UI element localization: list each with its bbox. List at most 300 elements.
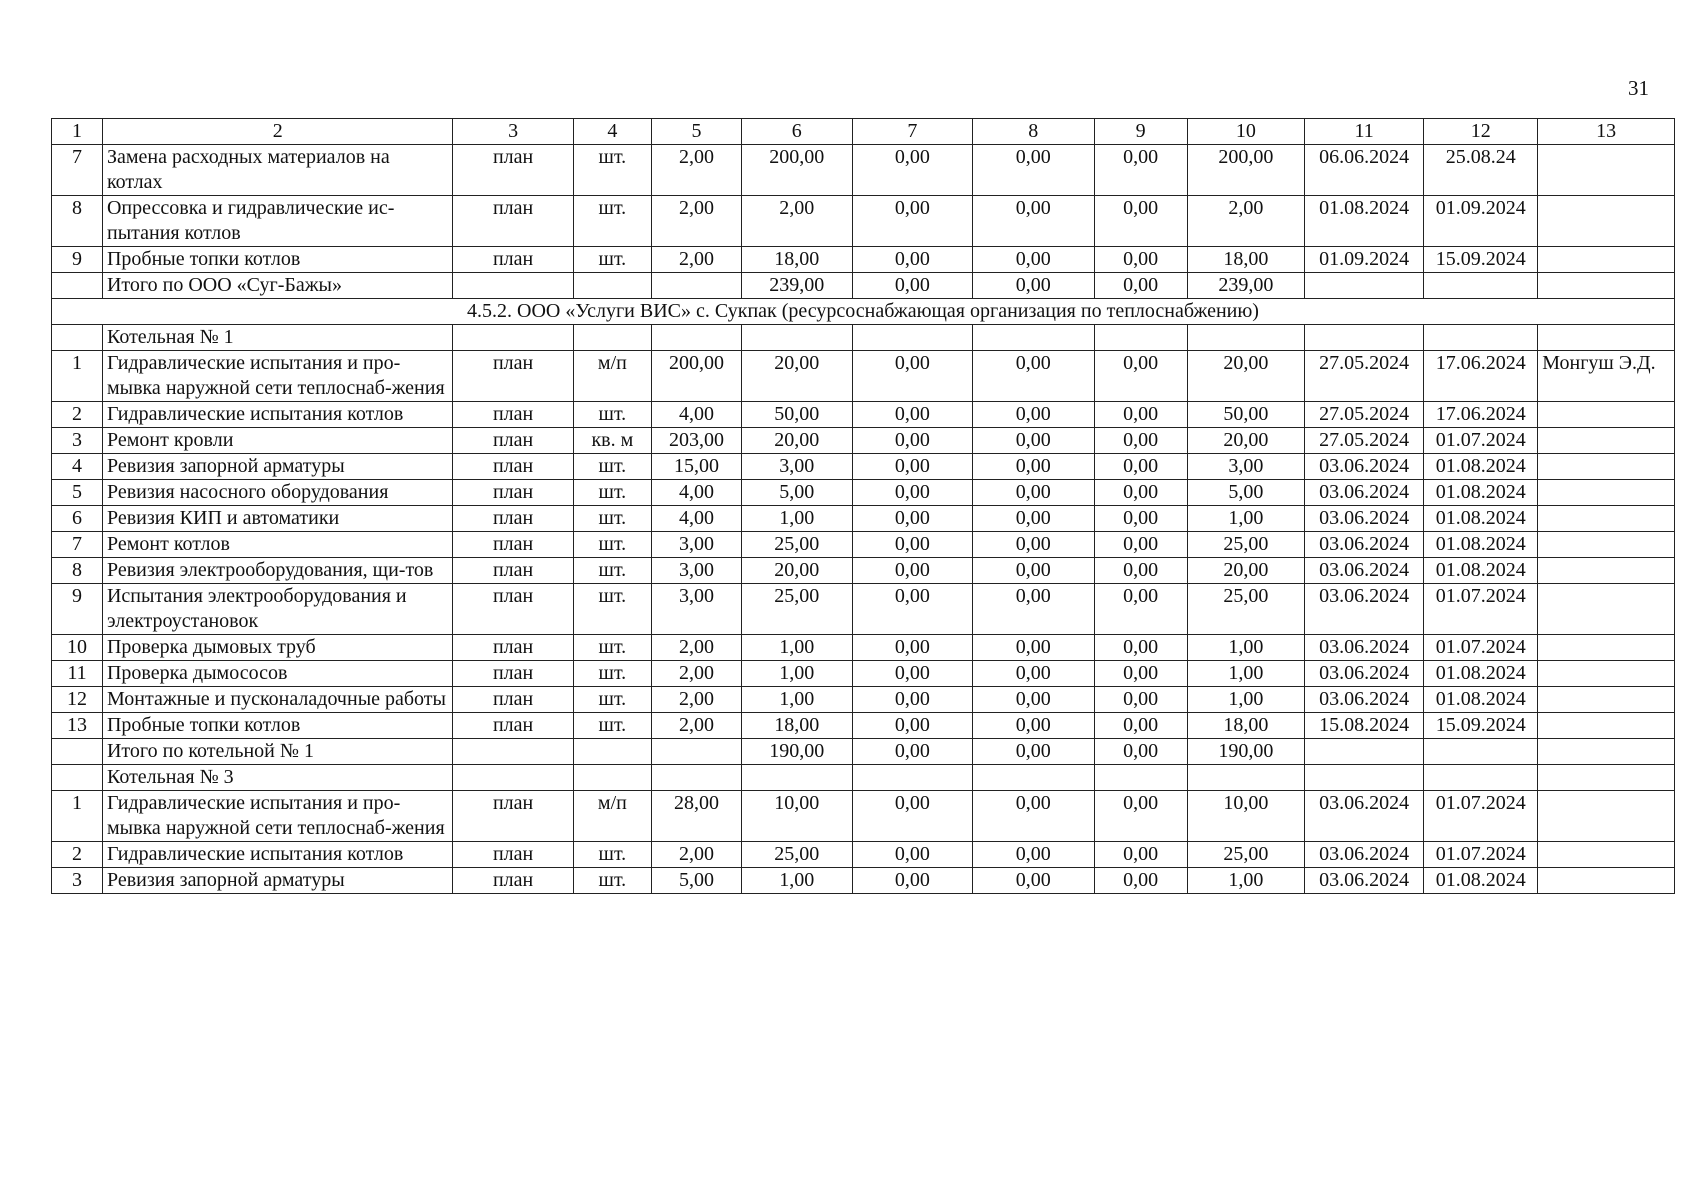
value-v10: 1,00 bbox=[1187, 868, 1304, 894]
value-v6: 1,00 bbox=[741, 661, 852, 687]
quantity: 2,00 bbox=[651, 687, 741, 713]
value-v7: 0,00 bbox=[852, 145, 972, 196]
row-number: 12 bbox=[52, 687, 103, 713]
empty-cell bbox=[1094, 765, 1187, 791]
unit: шт. bbox=[573, 635, 651, 661]
work-name: Ревизия запорной арматуры bbox=[102, 868, 452, 894]
end-date: 01.08.2024 bbox=[1424, 454, 1538, 480]
value-v9: 0,00 bbox=[1094, 713, 1187, 739]
total-v7: 0,00 bbox=[852, 273, 972, 299]
value-v10: 200,00 bbox=[1187, 145, 1304, 196]
value-v6: 1,00 bbox=[741, 687, 852, 713]
work-name: Проверка дымососов bbox=[102, 661, 452, 687]
subhead-name: Котельная № 1 bbox=[102, 325, 452, 351]
total-row bbox=[52, 739, 1675, 765]
end-date: 17.06.2024 bbox=[1424, 351, 1538, 402]
value-v7: 0,00 bbox=[852, 247, 972, 273]
empty-cell bbox=[453, 765, 573, 791]
empty-cell bbox=[1094, 325, 1187, 351]
num-cell bbox=[52, 765, 103, 791]
resp-cell bbox=[1538, 765, 1675, 791]
responsible bbox=[1538, 842, 1675, 868]
empty-cell bbox=[973, 325, 1095, 351]
value-v10: 1,00 bbox=[1187, 506, 1304, 532]
value-v7: 0,00 bbox=[852, 842, 972, 868]
quantity: 2,00 bbox=[651, 713, 741, 739]
quantity: 5,00 bbox=[651, 868, 741, 894]
start-date: 03.06.2024 bbox=[1304, 868, 1423, 894]
value-v7: 0,00 bbox=[852, 428, 972, 454]
responsible bbox=[1538, 402, 1675, 428]
value-v10: 25,00 bbox=[1187, 532, 1304, 558]
responsible bbox=[1538, 532, 1675, 558]
value-v9: 0,00 bbox=[1094, 842, 1187, 868]
table-row bbox=[52, 351, 1675, 402]
value-v10: 20,00 bbox=[1187, 428, 1304, 454]
row-number: 11 bbox=[52, 661, 103, 687]
num-cell bbox=[52, 325, 103, 351]
value-v8: 0,00 bbox=[973, 661, 1095, 687]
end-date: 01.08.2024 bbox=[1424, 661, 1538, 687]
quantity: 3,00 bbox=[651, 584, 741, 635]
start-date: 01.09.2024 bbox=[1304, 247, 1423, 273]
page-number: 31 bbox=[1628, 76, 1649, 100]
value-v7: 0,00 bbox=[852, 791, 972, 842]
value-v10: 5,00 bbox=[1187, 480, 1304, 506]
end-date: 01.07.2024 bbox=[1424, 428, 1538, 454]
row-number: 6 bbox=[52, 506, 103, 532]
row-number: 2 bbox=[52, 402, 103, 428]
row-number: 9 bbox=[52, 247, 103, 273]
empty-cell bbox=[651, 765, 741, 791]
value-v6: 5,00 bbox=[741, 480, 852, 506]
unit-cell bbox=[573, 739, 651, 765]
value-v7: 0,00 bbox=[852, 635, 972, 661]
plan-type: план bbox=[453, 402, 573, 428]
end-cell bbox=[1424, 739, 1538, 765]
quantity: 2,00 bbox=[651, 196, 741, 247]
value-v6: 1,00 bbox=[741, 506, 852, 532]
value-v9: 0,00 bbox=[1094, 661, 1187, 687]
header-cell-1: 1 bbox=[52, 119, 103, 145]
plan-type: план bbox=[453, 454, 573, 480]
row-number: 1 bbox=[52, 351, 103, 402]
work-name: Испытания электрооборудования и электроустановок bbox=[102, 584, 452, 635]
value-v9: 0,00 bbox=[1094, 196, 1187, 247]
header-cell-6: 6 bbox=[741, 119, 852, 145]
start-date: 27.05.2024 bbox=[1304, 402, 1423, 428]
value-v9: 0,00 bbox=[1094, 506, 1187, 532]
quantity: 200,00 bbox=[651, 351, 741, 402]
responsible bbox=[1538, 428, 1675, 454]
end-date: 01.09.2024 bbox=[1424, 196, 1538, 247]
plan-type: план bbox=[453, 196, 573, 247]
value-v9: 0,00 bbox=[1094, 687, 1187, 713]
start-date: 03.06.2024 bbox=[1304, 635, 1423, 661]
value-v9: 0,00 bbox=[1094, 635, 1187, 661]
work-name: Пробные топки котлов bbox=[102, 247, 452, 273]
plan-type: план bbox=[453, 713, 573, 739]
value-v6: 20,00 bbox=[741, 428, 852, 454]
plan-type: план bbox=[453, 532, 573, 558]
unit: шт. bbox=[573, 661, 651, 687]
header-cell-7: 7 bbox=[852, 119, 972, 145]
work-name: Гидравлические испытания и про-мывка наружной сети теплоснаб-жения bbox=[102, 791, 452, 842]
table-row bbox=[52, 687, 1675, 713]
plan-type: план bbox=[453, 661, 573, 687]
value-v8: 0,00 bbox=[973, 454, 1095, 480]
value-v10: 2,00 bbox=[1187, 196, 1304, 247]
value-v10: 50,00 bbox=[1187, 402, 1304, 428]
value-v8: 0,00 bbox=[973, 402, 1095, 428]
empty-cell bbox=[573, 765, 651, 791]
work-name: Монтажные и пусконаладочные работы bbox=[102, 687, 452, 713]
unit-cell bbox=[573, 273, 651, 299]
total-name: Итого по котельной № 1 bbox=[102, 739, 452, 765]
end-date: 15.09.2024 bbox=[1424, 247, 1538, 273]
empty-cell bbox=[1304, 765, 1423, 791]
value-v6: 200,00 bbox=[741, 145, 852, 196]
value-v8: 0,00 bbox=[973, 713, 1095, 739]
responsible bbox=[1538, 791, 1675, 842]
quantity: 28,00 bbox=[651, 791, 741, 842]
unit: шт. bbox=[573, 868, 651, 894]
table-row bbox=[52, 532, 1675, 558]
end-date: 01.07.2024 bbox=[1424, 842, 1538, 868]
start-cell bbox=[1304, 273, 1423, 299]
start-date: 03.06.2024 bbox=[1304, 842, 1423, 868]
value-v9: 0,00 bbox=[1094, 247, 1187, 273]
table-row bbox=[52, 145, 1675, 196]
responsible bbox=[1538, 247, 1675, 273]
value-v9: 0,00 bbox=[1094, 532, 1187, 558]
plan-type: план bbox=[453, 584, 573, 635]
empty-cell bbox=[651, 325, 741, 351]
empty-cell bbox=[1424, 325, 1538, 351]
section-title: 4.5.2. ООО «Услуги ВИС» с. Сукпак (ресурсоснабжающая организация по теплоснабжению) bbox=[52, 299, 1675, 325]
end-date: 01.08.2024 bbox=[1424, 687, 1538, 713]
plan-type: план bbox=[453, 145, 573, 196]
unit: шт. bbox=[573, 687, 651, 713]
value-v9: 0,00 bbox=[1094, 351, 1187, 402]
unit: шт. bbox=[573, 532, 651, 558]
quantity: 4,00 bbox=[651, 402, 741, 428]
value-v6: 1,00 bbox=[741, 868, 852, 894]
empty-cell bbox=[852, 765, 972, 791]
value-v8: 0,00 bbox=[973, 247, 1095, 273]
value-v9: 0,00 bbox=[1094, 428, 1187, 454]
row-number: 1 bbox=[52, 791, 103, 842]
value-v10: 10,00 bbox=[1187, 791, 1304, 842]
value-v6: 50,00 bbox=[741, 402, 852, 428]
start-date: 06.06.2024 bbox=[1304, 145, 1423, 196]
unit: шт. bbox=[573, 480, 651, 506]
value-v7: 0,00 bbox=[852, 687, 972, 713]
value-v10: 20,00 bbox=[1187, 351, 1304, 402]
row-number: 8 bbox=[52, 558, 103, 584]
section-row bbox=[52, 299, 1675, 325]
plan-type: план bbox=[453, 428, 573, 454]
start-date: 03.06.2024 bbox=[1304, 584, 1423, 635]
value-v6: 1,00 bbox=[741, 635, 852, 661]
table-row bbox=[52, 635, 1675, 661]
total-v8: 0,00 bbox=[973, 739, 1095, 765]
resp-cell bbox=[1538, 325, 1675, 351]
table-row bbox=[52, 506, 1675, 532]
work-plan-table bbox=[51, 118, 1675, 894]
value-v9: 0,00 bbox=[1094, 480, 1187, 506]
work-name: Гидравлические испытания котлов bbox=[102, 402, 452, 428]
row-number: 4 bbox=[52, 454, 103, 480]
responsible bbox=[1538, 145, 1675, 196]
empty-cell bbox=[1187, 765, 1304, 791]
value-v9: 0,00 bbox=[1094, 145, 1187, 196]
quantity: 2,00 bbox=[651, 145, 741, 196]
row-number: 7 bbox=[52, 145, 103, 196]
quantity: 2,00 bbox=[651, 661, 741, 687]
qty-cell bbox=[651, 739, 741, 765]
end-date: 01.08.2024 bbox=[1424, 532, 1538, 558]
header-cell-9: 9 bbox=[1094, 119, 1187, 145]
value-v7: 0,00 bbox=[852, 661, 972, 687]
end-date: 01.07.2024 bbox=[1424, 635, 1538, 661]
value-v7: 0,00 bbox=[852, 196, 972, 247]
header-cell-11: 11 bbox=[1304, 119, 1423, 145]
unit: м/п bbox=[573, 791, 651, 842]
table-row bbox=[52, 402, 1675, 428]
plan-type: план bbox=[453, 247, 573, 273]
responsible bbox=[1538, 480, 1675, 506]
unit: шт. bbox=[573, 584, 651, 635]
start-date: 03.06.2024 bbox=[1304, 558, 1423, 584]
value-v8: 0,00 bbox=[973, 145, 1095, 196]
row-number: 10 bbox=[52, 635, 103, 661]
table-row bbox=[52, 584, 1675, 635]
value-v10: 1,00 bbox=[1187, 635, 1304, 661]
row-number: 13 bbox=[52, 713, 103, 739]
value-v10: 3,00 bbox=[1187, 454, 1304, 480]
value-v8: 0,00 bbox=[973, 532, 1095, 558]
total-v6: 239,00 bbox=[741, 273, 852, 299]
plan-type: план bbox=[453, 842, 573, 868]
total-v8: 0,00 bbox=[973, 273, 1095, 299]
total-v10: 239,00 bbox=[1187, 273, 1304, 299]
unit: шт. bbox=[573, 196, 651, 247]
value-v6: 25,00 bbox=[741, 584, 852, 635]
unit: шт. bbox=[573, 558, 651, 584]
value-v10: 18,00 bbox=[1187, 713, 1304, 739]
quantity: 2,00 bbox=[651, 842, 741, 868]
row-number: 3 bbox=[52, 868, 103, 894]
value-v6: 18,00 bbox=[741, 247, 852, 273]
quantity: 2,00 bbox=[651, 247, 741, 273]
value-v9: 0,00 bbox=[1094, 454, 1187, 480]
total-v9: 0,00 bbox=[1094, 273, 1187, 299]
row-number: 3 bbox=[52, 428, 103, 454]
header-cell-4: 4 bbox=[573, 119, 651, 145]
value-v9: 0,00 bbox=[1094, 402, 1187, 428]
row-number: 5 bbox=[52, 480, 103, 506]
table-row bbox=[52, 842, 1675, 868]
value-v6: 18,00 bbox=[741, 713, 852, 739]
type-cell bbox=[453, 273, 573, 299]
value-v9: 0,00 bbox=[1094, 868, 1187, 894]
empty-cell bbox=[453, 325, 573, 351]
start-date: 27.05.2024 bbox=[1304, 428, 1423, 454]
value-v8: 0,00 bbox=[973, 506, 1095, 532]
start-date: 03.06.2024 bbox=[1304, 532, 1423, 558]
quantity: 3,00 bbox=[651, 532, 741, 558]
value-v6: 25,00 bbox=[741, 842, 852, 868]
start-date: 03.06.2024 bbox=[1304, 687, 1423, 713]
value-v7: 0,00 bbox=[852, 402, 972, 428]
quantity: 203,00 bbox=[651, 428, 741, 454]
empty-cell bbox=[573, 325, 651, 351]
start-cell bbox=[1304, 739, 1423, 765]
responsible bbox=[1538, 454, 1675, 480]
value-v7: 0,00 bbox=[852, 351, 972, 402]
value-v6: 3,00 bbox=[741, 454, 852, 480]
empty-cell bbox=[1187, 325, 1304, 351]
start-date: 01.08.2024 bbox=[1304, 196, 1423, 247]
value-v7: 0,00 bbox=[852, 558, 972, 584]
value-v10: 1,00 bbox=[1187, 687, 1304, 713]
value-v10: 18,00 bbox=[1187, 247, 1304, 273]
plan-type: план bbox=[453, 791, 573, 842]
total-v10: 190,00 bbox=[1187, 739, 1304, 765]
header-cell-12: 12 bbox=[1424, 119, 1538, 145]
value-v10: 25,00 bbox=[1187, 842, 1304, 868]
end-date: 01.07.2024 bbox=[1424, 584, 1538, 635]
work-name: Ремонт котлов bbox=[102, 532, 452, 558]
subhead-row bbox=[52, 325, 1675, 351]
value-v8: 0,00 bbox=[973, 428, 1095, 454]
value-v10: 1,00 bbox=[1187, 661, 1304, 687]
responsible bbox=[1538, 661, 1675, 687]
work-name: Ревизия КИП и автоматики bbox=[102, 506, 452, 532]
header-cell-10: 10 bbox=[1187, 119, 1304, 145]
value-v8: 0,00 bbox=[973, 584, 1095, 635]
plan-type: план bbox=[453, 480, 573, 506]
responsible bbox=[1538, 713, 1675, 739]
value-v8: 0,00 bbox=[973, 868, 1095, 894]
work-name: Ревизия запорной арматуры bbox=[102, 454, 452, 480]
empty-cell bbox=[973, 765, 1095, 791]
header-cell-8: 8 bbox=[973, 119, 1095, 145]
empty-cell bbox=[741, 765, 852, 791]
empty-cell bbox=[852, 325, 972, 351]
value-v8: 0,00 bbox=[973, 480, 1095, 506]
subhead-name: Котельная № 3 bbox=[102, 765, 452, 791]
responsible bbox=[1538, 196, 1675, 247]
table-row bbox=[52, 428, 1675, 454]
work-name: Гидравлические испытания котлов bbox=[102, 842, 452, 868]
responsible bbox=[1538, 584, 1675, 635]
table-row bbox=[52, 661, 1675, 687]
unit: шт. bbox=[573, 402, 651, 428]
unit: шт. bbox=[573, 842, 651, 868]
qty-cell bbox=[651, 273, 741, 299]
work-name: Проверка дымовых труб bbox=[102, 635, 452, 661]
end-date: 01.08.2024 bbox=[1424, 506, 1538, 532]
end-cell bbox=[1424, 273, 1538, 299]
quantity: 2,00 bbox=[651, 635, 741, 661]
value-v8: 0,00 bbox=[973, 351, 1095, 402]
header-cell-3: 3 bbox=[453, 119, 573, 145]
empty-cell bbox=[741, 325, 852, 351]
value-v10: 20,00 bbox=[1187, 558, 1304, 584]
plan-type: план bbox=[453, 351, 573, 402]
responsible bbox=[1538, 868, 1675, 894]
responsible bbox=[1538, 506, 1675, 532]
row-number: 8 bbox=[52, 196, 103, 247]
start-date: 15.08.2024 bbox=[1304, 713, 1423, 739]
unit: кв. м bbox=[573, 428, 651, 454]
unit: шт. bbox=[573, 145, 651, 196]
total-v9: 0,00 bbox=[1094, 739, 1187, 765]
work-name: Ревизия насосного оборудования bbox=[102, 480, 452, 506]
resp-cell bbox=[1538, 739, 1675, 765]
value-v6: 2,00 bbox=[741, 196, 852, 247]
end-date: 01.07.2024 bbox=[1424, 791, 1538, 842]
value-v8: 0,00 bbox=[973, 196, 1095, 247]
value-v9: 0,00 bbox=[1094, 584, 1187, 635]
total-name: Итого по ООО «Суг-Бажы» bbox=[102, 273, 452, 299]
value-v8: 0,00 bbox=[973, 791, 1095, 842]
plan-type: план bbox=[453, 506, 573, 532]
table-row bbox=[52, 247, 1675, 273]
row-number: 9 bbox=[52, 584, 103, 635]
total-v6: 190,00 bbox=[741, 739, 852, 765]
unit: шт. bbox=[573, 713, 651, 739]
plan-type: план bbox=[453, 687, 573, 713]
table-row bbox=[52, 480, 1675, 506]
quantity: 15,00 bbox=[651, 454, 741, 480]
work-name: Замена расходных материалов на котлах bbox=[102, 145, 452, 196]
table-header-row bbox=[52, 119, 1675, 145]
empty-cell bbox=[1304, 325, 1423, 351]
quantity: 3,00 bbox=[651, 558, 741, 584]
responsible bbox=[1538, 687, 1675, 713]
type-cell bbox=[453, 739, 573, 765]
value-v6: 20,00 bbox=[741, 558, 852, 584]
total-v7: 0,00 bbox=[852, 739, 972, 765]
start-date: 03.06.2024 bbox=[1304, 661, 1423, 687]
value-v7: 0,00 bbox=[852, 713, 972, 739]
table-row bbox=[52, 713, 1675, 739]
responsible bbox=[1538, 558, 1675, 584]
plan-type: план bbox=[453, 635, 573, 661]
resp-cell bbox=[1538, 273, 1675, 299]
table-row bbox=[52, 196, 1675, 247]
quantity: 4,00 bbox=[651, 480, 741, 506]
start-date: 03.06.2024 bbox=[1304, 454, 1423, 480]
subhead-row bbox=[52, 765, 1675, 791]
header-cell-13: 13 bbox=[1538, 119, 1675, 145]
value-v8: 0,00 bbox=[973, 558, 1095, 584]
value-v7: 0,00 bbox=[852, 454, 972, 480]
work-name: Пробные топки котлов bbox=[102, 713, 452, 739]
value-v9: 0,00 bbox=[1094, 558, 1187, 584]
value-v8: 0,00 bbox=[973, 842, 1095, 868]
work-name: Гидравлические испытания и про-мывка наружной сети теплоснаб-жения bbox=[102, 351, 452, 402]
end-date: 17.06.2024 bbox=[1424, 402, 1538, 428]
table-row bbox=[52, 868, 1675, 894]
row-number: 7 bbox=[52, 532, 103, 558]
unit: м/п bbox=[573, 351, 651, 402]
responsible: Монгуш Э.Д. bbox=[1538, 351, 1675, 402]
end-date: 25.08.24 bbox=[1424, 145, 1538, 196]
